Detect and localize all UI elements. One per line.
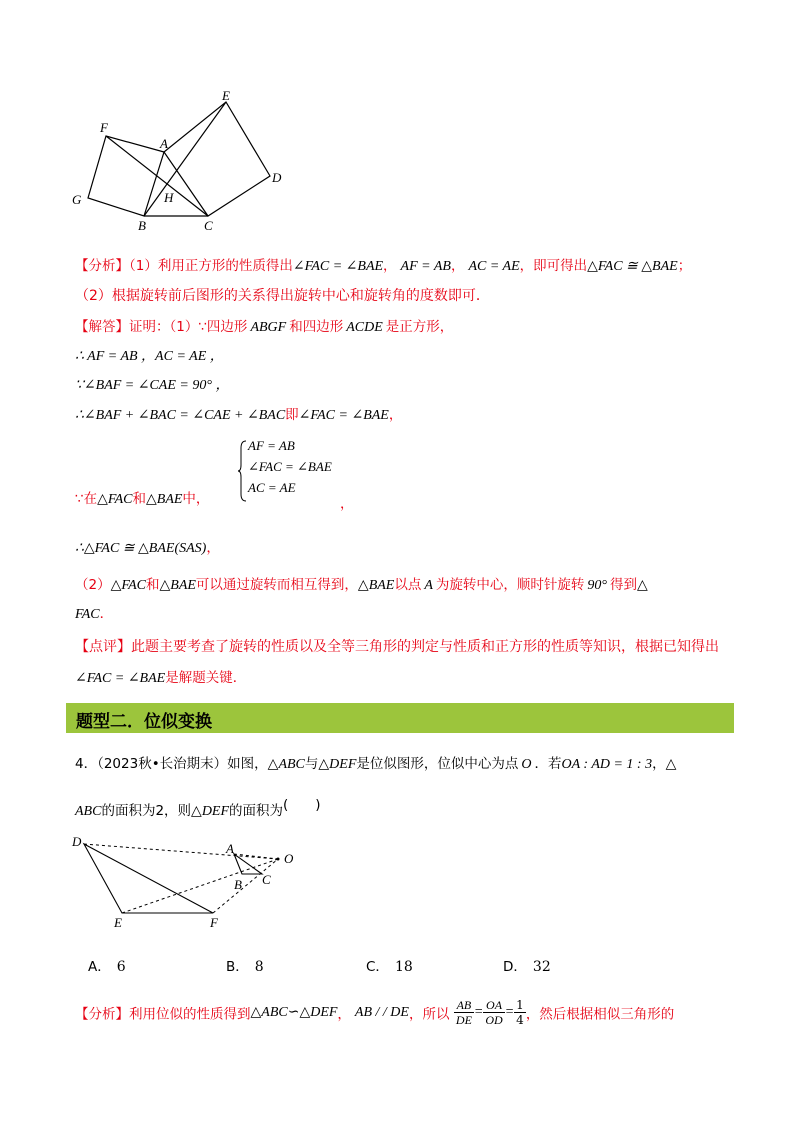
frac-den: DE — [455, 1013, 472, 1027]
frac-num: 1 — [516, 998, 524, 1012]
math-fac-bae: ∠FAC = ∠BAE — [292, 259, 384, 274]
math-congruent-sas: ∴△FAC ≅ △BAE(SAS) — [75, 541, 207, 556]
analysis2-text: 利用位似的性质得到 — [129, 1006, 251, 1023]
fraction-ab-de — [454, 998, 474, 1027]
equals: = — [473, 1004, 484, 1020]
analysis-tag: 【分析】 — [75, 1006, 129, 1023]
analysis2-text: ，然后根据相似三角形的 — [525, 1006, 675, 1023]
math-fac-bae: ∠FAC = ∠BAE — [298, 408, 389, 423]
option-value: 18 — [394, 959, 413, 975]
math-90deg: 90° — [587, 578, 608, 593]
question-text: 是位似图形，位似中心为点 — [356, 756, 519, 772]
question-text: （2023秋•长治期末）如图， — [97, 756, 268, 772]
label-E: E — [222, 90, 230, 103]
math-af-ab: AF = AB — [400, 259, 451, 274]
sep: ， — [206, 540, 220, 556]
solution-text: ∵在 — [75, 491, 98, 507]
solution-text: 和 — [146, 577, 160, 593]
question-text: ，则 — [164, 803, 192, 819]
solution1-line4 — [75, 403, 402, 424]
option-value: 6 — [116, 959, 126, 975]
label-D: D — [72, 834, 82, 849]
solution-text: 证明：（1）∵四边形 — [129, 319, 248, 335]
analysis1-text-a: （1）利用正方形的性质得出 — [129, 258, 293, 274]
system-comma: ， — [340, 496, 354, 512]
math-bae: △BAE — [159, 578, 196, 593]
label-D: D — [272, 170, 282, 185]
section-heading: 题型二．位似变换 — [76, 712, 212, 732]
solution1-line8 — [75, 602, 113, 623]
sep: ． — [99, 606, 114, 622]
math-a: A — [424, 578, 433, 593]
solution-text: 和 — [132, 491, 146, 507]
fraction-oa-od — [483, 998, 504, 1027]
math-triangle: △ — [637, 578, 648, 593]
option-value: 32 — [532, 959, 551, 975]
sep: ， — [450, 258, 465, 274]
solution-text: 以点 — [394, 577, 422, 593]
math-abgf: ABGF — [250, 320, 287, 335]
option-d[interactable] — [503, 955, 551, 975]
solution-text: 中， — [182, 491, 210, 507]
math-bae: △BAE — [357, 578, 395, 593]
option-letter: D． — [503, 959, 527, 975]
answer-blank: ( ) — [283, 797, 321, 813]
sep: ， — [383, 258, 397, 274]
sep: ， — [388, 407, 403, 423]
label-H: H — [164, 190, 174, 205]
solution-text: 可以通过旋转而相互得到， — [195, 577, 358, 593]
solution1-line6 — [75, 536, 220, 557]
label-O: O — [284, 851, 294, 866]
equals: = — [504, 1004, 515, 1020]
question-number: 4． — [75, 756, 98, 772]
label-G: G — [72, 192, 82, 207]
label-B: B — [234, 877, 242, 892]
comment1-line1 — [75, 636, 719, 656]
question-text: 与 — [304, 756, 319, 772]
label-C: C — [262, 872, 271, 887]
math-o: O — [521, 757, 532, 772]
solution1-line7 — [75, 573, 648, 594]
square-rotation-figure — [60, 90, 300, 240]
analysis1-line1 — [75, 254, 691, 275]
analysis1-text-c: ； — [677, 258, 692, 274]
math-def: △DEF — [318, 757, 357, 772]
analysis1-text-b: ，即可得出 — [519, 258, 588, 274]
math-abc: △ABC — [267, 757, 305, 772]
option-b[interactable] — [226, 955, 264, 975]
frac-num: AB — [454, 998, 474, 1013]
solution1-line3: ∵∠BAF = ∠CAE = 90° ， — [75, 378, 230, 393]
label-F: F — [210, 915, 218, 930]
label-A: A — [226, 841, 234, 856]
system-eq3: AC = AE — [248, 480, 296, 495]
option-letter: A． — [88, 959, 111, 975]
analysis2-line1 — [75, 998, 674, 1027]
math-abc: ABC — [75, 804, 102, 819]
label-E: E — [114, 915, 122, 930]
math-def: △DEF — [191, 804, 230, 819]
math-triangle: △ — [665, 757, 677, 772]
frac-den: 4 — [516, 1013, 524, 1027]
solution1-line2: ∴ AF = AB ，AC = AE ， — [75, 349, 224, 364]
option-a[interactable] — [88, 955, 126, 975]
comment-tag: 【点评】 — [75, 639, 131, 655]
fraction-1-4 — [514, 998, 526, 1027]
sep: ， — [337, 1006, 351, 1023]
label-C: C — [204, 218, 213, 233]
analysis1-line2: （2）根据旋转前后图形的关系得出旋转中心和旋转角的度数即可． — [75, 288, 490, 304]
frac-num: OA — [483, 998, 504, 1013]
solution1-line5 — [75, 487, 209, 508]
solution1-line1 — [75, 315, 453, 336]
brace-icon — [238, 440, 248, 502]
math-congruent: △FAC ≅ △BAE — [587, 259, 678, 274]
solution-text: 为旋转中心，顺时针旋转 — [435, 577, 585, 593]
comment-text: 此题主要考查了旋转的性质以及全等三角形的判定与性质和正方形的性质等知识，根据已知得出 — [131, 639, 719, 655]
solution-text: 得到 — [610, 577, 638, 593]
math-similar: △ABC∽△DEF — [250, 1005, 338, 1020]
system-eq2: ∠FAC = ∠BAE — [248, 459, 332, 474]
math-fac: △FAC — [97, 492, 133, 507]
analysis2-text: ，所以 — [408, 1006, 450, 1023]
math-ac-ae: AC = AE — [468, 259, 520, 274]
option-c[interactable] — [366, 955, 413, 975]
solution-text: 和四边形 — [289, 319, 344, 335]
label-B: B — [138, 218, 146, 233]
label-A: A — [160, 136, 168, 151]
question-text: ， — [652, 756, 666, 772]
homothety-figure — [66, 832, 306, 932]
system-eq1: AF = AB — [248, 438, 295, 453]
math-fac: △FAC — [110, 578, 146, 593]
solution-text: （2） — [75, 577, 111, 593]
option-letter: B． — [226, 959, 249, 975]
math-fac: FAC — [75, 607, 100, 622]
question4-line1 — [75, 752, 676, 773]
math-ratio: OA : AD = 1 : 3 — [561, 757, 653, 772]
comment1-line2 — [75, 666, 246, 687]
option-value: 8 — [254, 959, 264, 975]
math-bae: △BAE — [146, 492, 183, 507]
question-text: 2 — [155, 803, 165, 819]
frac-den: OD — [485, 1013, 503, 1027]
question-text: 的面积为 — [101, 803, 156, 819]
math-angle-sum: ∴∠BAF + ∠BAC = ∠CAE + ∠BAC — [75, 408, 286, 423]
comment-text: 是解题关键． — [165, 670, 247, 686]
question4-line2 — [75, 799, 321, 820]
math-acde: ACDE — [346, 320, 383, 335]
solution-tag: 【解答】 — [75, 319, 129, 335]
solution-text: 即 — [285, 407, 299, 423]
math-fac-bae: ∠FAC = ∠BAE — [75, 671, 166, 686]
question-text: 的面积为 — [229, 803, 284, 819]
solution-text: 是正方形， — [385, 319, 454, 335]
question-text: ．若 — [534, 756, 562, 772]
label-F: F — [100, 120, 108, 135]
option-letter: C． — [366, 959, 389, 975]
math-parallel: AB / / DE — [354, 1004, 409, 1020]
analysis-tag: 【分析】 — [75, 258, 129, 274]
